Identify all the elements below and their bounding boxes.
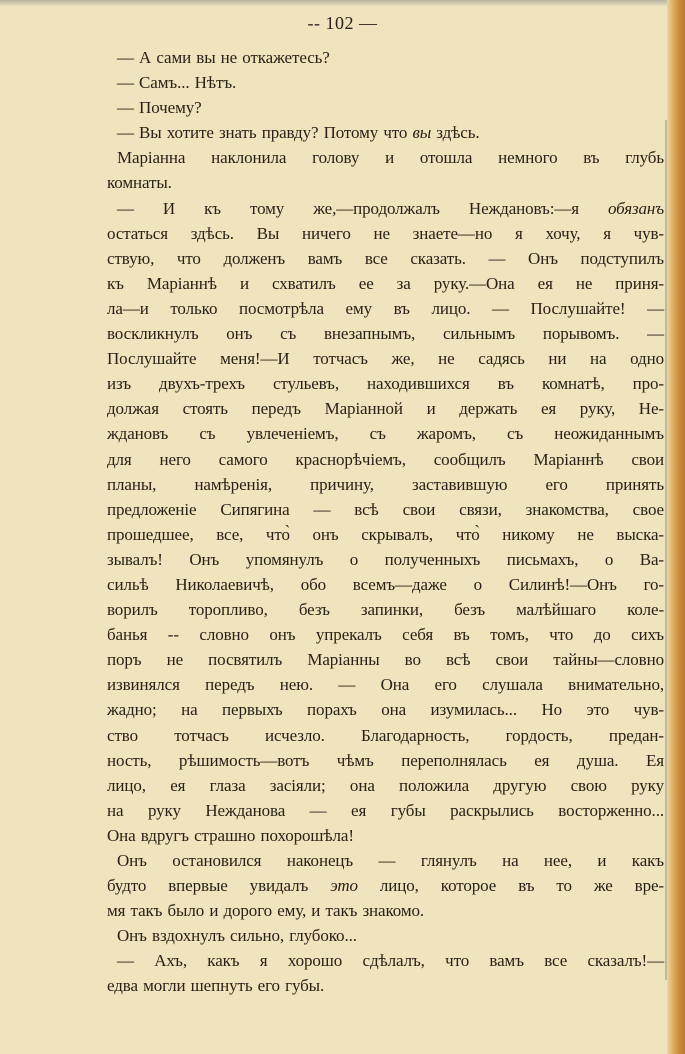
book-spine-edge: [667, 0, 685, 1054]
text-line: на руку Нежданова — ея губы раскрылись восторженно...: [107, 800, 664, 820]
text-line: — Почему?: [117, 98, 202, 118]
scan-top-edge: [0, 0, 685, 6]
text-line: ствую, что долженъ вамъ все сказать. — Онъ подступилъ: [107, 248, 664, 268]
page-number: -- 102 —: [307, 13, 378, 33]
text-line: планы, намѣренія, причину, заставившую его принять: [107, 474, 664, 494]
text-line: — Вы хотите знать правду? Потому что вы здѣсь.: [117, 123, 480, 143]
text-line: прошедшее, все, что̀ онъ скрывалъ, что̀ никому не выска-: [107, 524, 664, 544]
text-line: Послушайте меня!—И тотчасъ же, не садясь ни на одно: [107, 349, 664, 369]
text-line: Онъ вздохнулъ сильно, глубоко...: [117, 926, 357, 946]
italic-emphasis: вы: [412, 123, 432, 143]
body-text: [107, 45, 664, 999]
text-line: сильѣ Николаевичѣ, обо всемъ—даже о Силинѣ!—Онъ го-: [107, 574, 664, 594]
text-line: банья -- словно онъ упрекалъ себя въ томъ, что до сихъ: [107, 625, 664, 645]
text-line: ворилъ торопливо, безъ запинки, безъ малѣйшаго коле-: [107, 600, 664, 620]
text-line: жадно; на первыхъ порахъ она изумилась... Но это чув-: [107, 700, 664, 720]
text-line: для него самого краснорѣчіемъ, сообщилъ Маріаннѣ свои: [107, 449, 664, 469]
text-line: извинялся передъ нею. — Она его слушала внимательно,: [107, 675, 664, 695]
text-line: Онъ остановился наконецъ — глянулъ на нее, и какъ: [117, 851, 664, 870]
text-line: едва могли шепнуть его губы.: [107, 976, 325, 996]
text-line: — И къ тому же,—продолжалъ Неждановъ:—я обязанъ: [117, 198, 664, 218]
text-line: будто впервые увидалъ это лицо, которое въ то же вре-: [107, 876, 664, 896]
text-line: изъ двухъ-трехъ стульевъ, находившихся въ комнатѣ, про-: [107, 374, 664, 394]
text-line: Она вдругъ страшно похорошѣла!: [107, 825, 354, 845]
text-line: лицо, ея глаза засіяли; она положила другую свою руку: [107, 775, 664, 795]
text-line: должая стоять передъ Маріанной и держать ея руку, Не-: [107, 399, 664, 419]
text-line: предложеніе Сипягина — всѣ свои связи, знакомства, свое: [107, 499, 664, 519]
text-line: — Самъ... Нѣтъ.: [117, 73, 237, 93]
italic-emphasis: это: [330, 876, 358, 896]
text-line: къ Маріаннѣ и схватилъ ее за руку.—Она ея не приня-: [107, 273, 664, 293]
text-line: Маріанна наклонила голову и отошла немного въ глубь: [117, 148, 664, 168]
text-line: воскликнулъ онъ съ внезапнымъ, сильнымъ порывомъ. —: [107, 324, 664, 344]
text-line: — А сами вы не откажетесь?: [117, 48, 330, 67]
text-line: ла—и только посмотрѣла ему въ лицо. — Послушайте! —: [107, 298, 664, 318]
text-line: ность, рѣшимость—вотъ чѣмъ переполнялась ея душа. Ея: [107, 750, 664, 770]
text-line: зывалъ! Онъ упомянулъ о полученныхъ письмахъ, о Ва-: [107, 549, 664, 569]
text-line: комнаты.: [107, 173, 172, 193]
text-line: ждановъ съ увлеченіемъ, съ жаромъ, съ неожиданнымъ: [107, 424, 664, 444]
text-line: остаться здѣсь. Вы ничего не знаете—но я хочу, я чув-: [107, 223, 664, 243]
text-line: ство тотчасъ исчезло. Благодарность, гордость, предан-: [107, 725, 664, 745]
text-line: — Ахъ, какъ я хорошо сдѣлалъ, что вамъ все сказалъ!—: [117, 951, 664, 971]
text-line: мя такъ было и дорого ему, и такъ знакомо.: [107, 901, 425, 921]
text-line: поръ не посвятилъ Маріанны во всѣ свои тайны—словно: [107, 650, 664, 670]
italic-emphasis: обязанъ: [608, 198, 664, 218]
